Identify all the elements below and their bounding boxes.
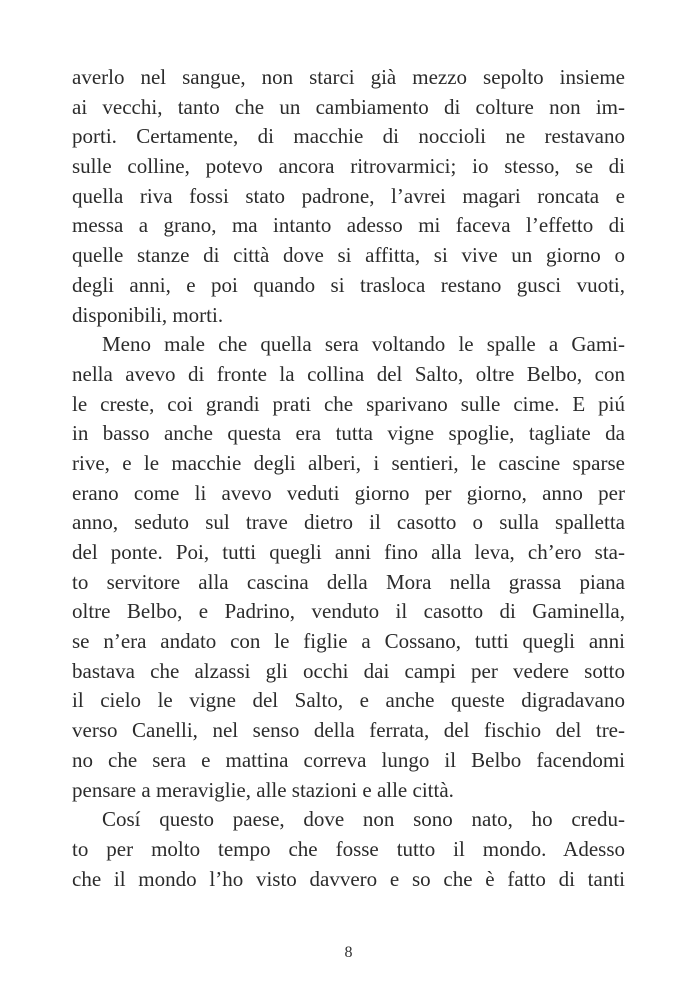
text-line: il cielo le vigne del Salto, e anche queste digradavano	[72, 688, 625, 713]
text-line: verso Canelli, nel senso della ferrata, del fischio del tre-	[72, 718, 625, 743]
text-line: anno, seduto sul trave dietro il casotto o sulla spalletta	[72, 510, 625, 535]
book-text	[72, 63, 625, 894]
text-line: le creste, coi grandi prati che sparivano sulle cime. E piú	[72, 391, 625, 416]
text-line: bastava che alzassi gli occhi dai campi per vedere sotto	[72, 658, 625, 683]
paragraph	[72, 330, 625, 805]
text-line: quelle stanze di città dove si affitta, si vive un giorno o	[72, 243, 625, 268]
text-line: che il mondo l’ho visto davvero e so che è fatto di tanti	[72, 866, 625, 891]
text-line: ai vecchi, tanto che un cambiamento di colture non im-	[72, 94, 625, 119]
text-line: disponibili, morti.	[72, 302, 224, 327]
text-line: del ponte. Poi, tutti quegli anni fino alla leva, ch’ero sta-	[72, 540, 625, 564]
text-line: erano come li avevo veduti giorno per giorno, anno per	[72, 480, 625, 505]
text-line: oltre Belbo, e Padrino, venduto il casotto di Gaminella,	[72, 599, 625, 624]
paragraph	[72, 63, 625, 330]
text-line: Cosí questo paese, dove non sono nato, ho credu-	[102, 807, 625, 832]
text-line: Meno male che quella sera voltando le spalle a Gami-	[102, 332, 625, 357]
text-line: porti. Certamente, di macchie di noccioli ne restavano	[72, 124, 625, 149]
text-line: no che sera e mattina correva lungo il Belbo facendomi	[72, 747, 625, 772]
text-line: degli anni, e poi quando si trasloca restano gusci vuoti,	[72, 272, 625, 297]
text-line: averlo nel sangue, non starci già mezzo sepolto insieme	[72, 65, 625, 89]
text-line: sulle colline, potevo ancora ritrovarmici; io stesso, se di	[72, 154, 625, 179]
text-line: to per molto tempo che fosse tutto il mondo. Adesso	[72, 836, 625, 861]
text-line: messa a grano, ma intanto adesso mi faceva l’effetto di	[72, 213, 625, 238]
text-line: in basso anche questa era tutta vigne spoglie, tagliate da	[72, 421, 625, 446]
text-line: nella avevo di fronte la collina del Salto, oltre Belbo, con	[72, 361, 625, 386]
text-line: quella riva fossi stato padrone, l’avrei magari roncata e	[72, 183, 625, 208]
text-line: rive, e le macchie degli alberi, i sentieri, le cascine sparse	[72, 450, 625, 475]
text-line: to servitore alla cascina della Mora nella grassa piana	[72, 569, 625, 594]
text-line: pensare a meraviglie, alle stazioni e alle città.	[72, 777, 454, 802]
text-line: se n’era andato con le figlie a Cossano, tutti quegli anni	[72, 629, 625, 654]
paragraph	[72, 805, 625, 894]
page-number: 8	[344, 944, 353, 961]
